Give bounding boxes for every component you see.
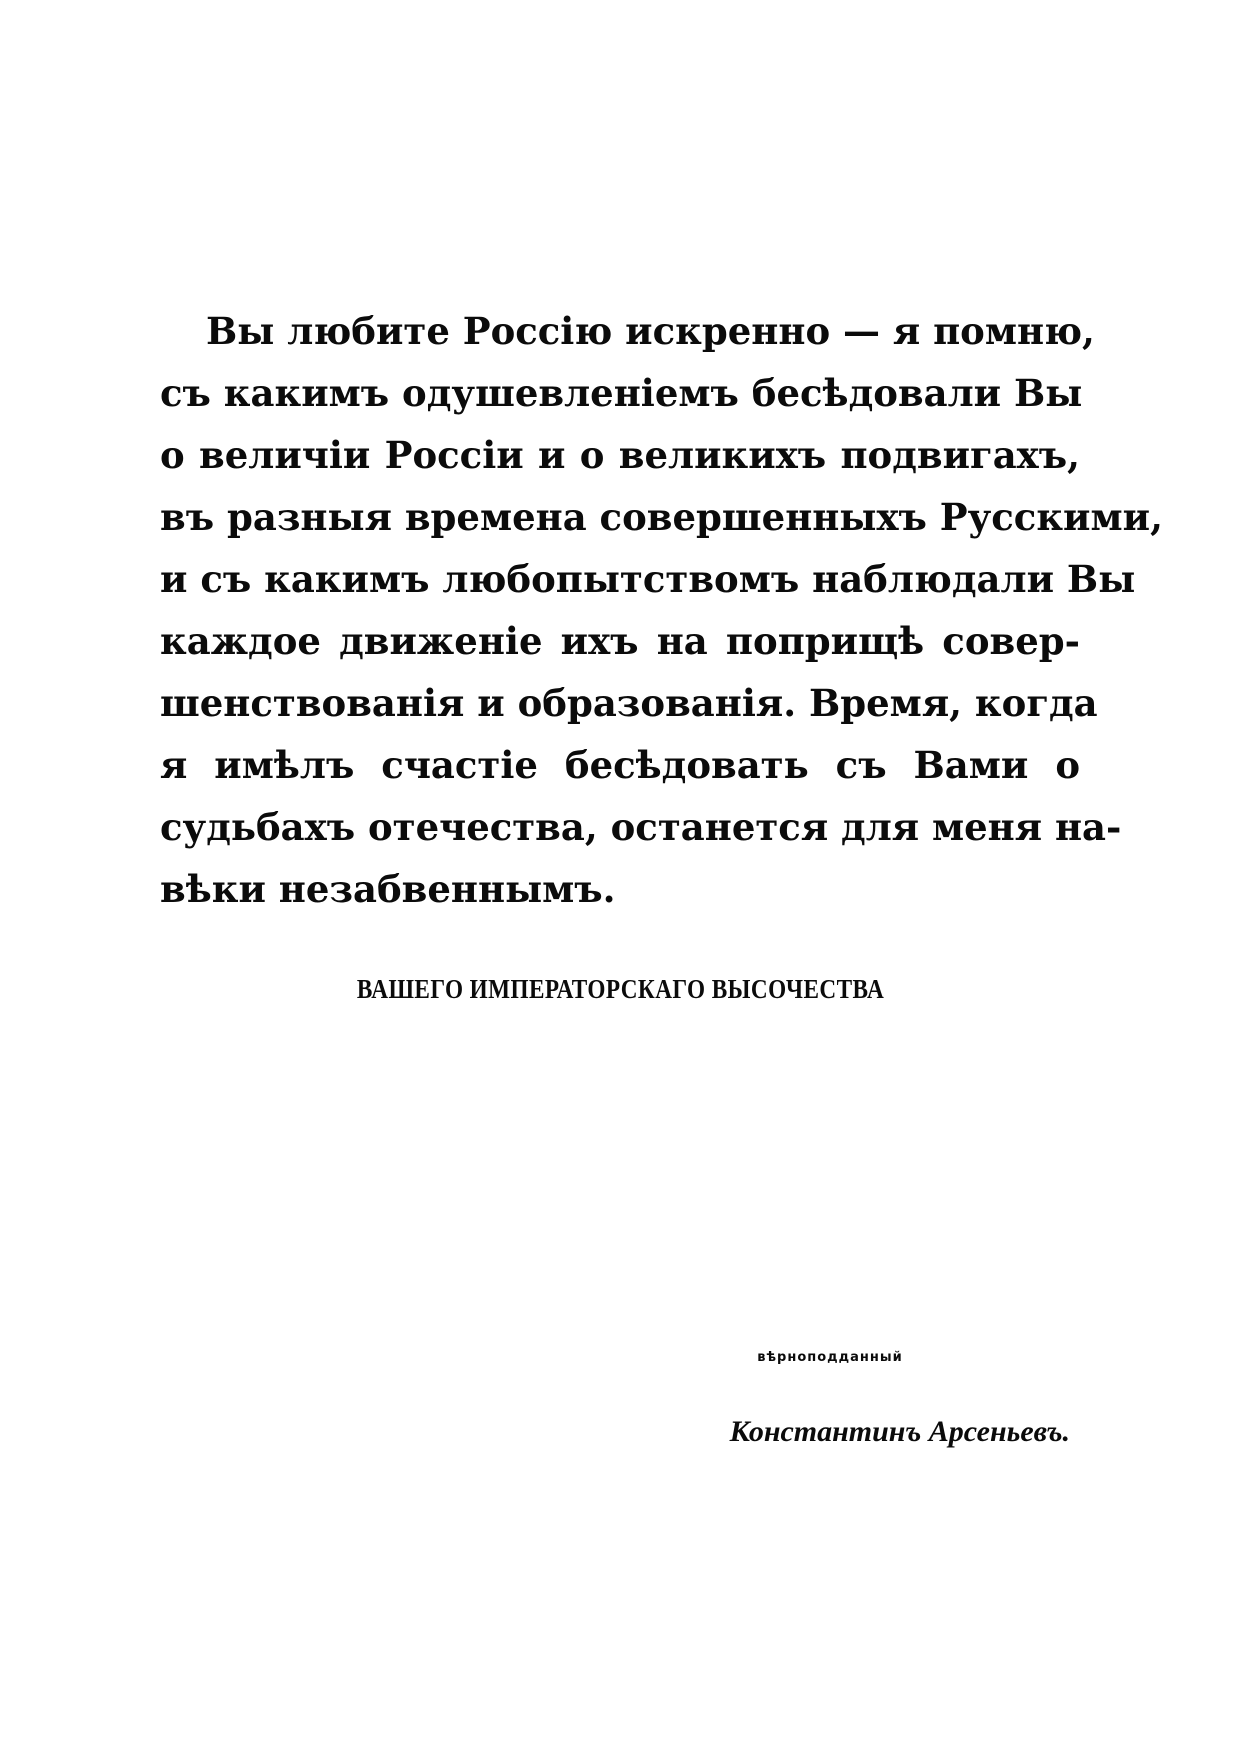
subscription-text: вѣрноподданный	[757, 1350, 903, 1365]
text-line: я имѣлъ счастіе бесѣдовать съ Вами о	[160, 743, 1080, 787]
text-line: шенствованія и образованія. Время, когда	[160, 681, 1098, 725]
text-line: и съ какимъ любопытствомъ наблюдали Вы	[160, 557, 1136, 601]
text-line: Вы любите Россію искренно — я помню,	[206, 309, 1095, 353]
text-line: судьбахъ отечества, останется для меня на-	[160, 805, 1122, 849]
text-line: о величіи Россіи и о великихъ подвигахъ,	[160, 433, 1080, 477]
text-line: вѣки незабвеннымъ.	[160, 867, 616, 911]
author-signature: Константинъ Арсеньевъ.	[729, 1415, 1070, 1448]
salutation-heading: ВАШЕГО ИМПЕРАТОРСКАГО ВЫСОЧЕСТВА	[356, 974, 885, 1004]
text-line: съ какимъ одушевленіемъ бесѣдовали Вы	[160, 371, 1083, 415]
dedication-text	[160, 300, 1163, 920]
text-line: въ разныя времена совершенныхъ Русскими,	[160, 495, 1163, 539]
text-line: каждое движеніе ихъ на поприщѣ совер-	[160, 619, 1080, 663]
